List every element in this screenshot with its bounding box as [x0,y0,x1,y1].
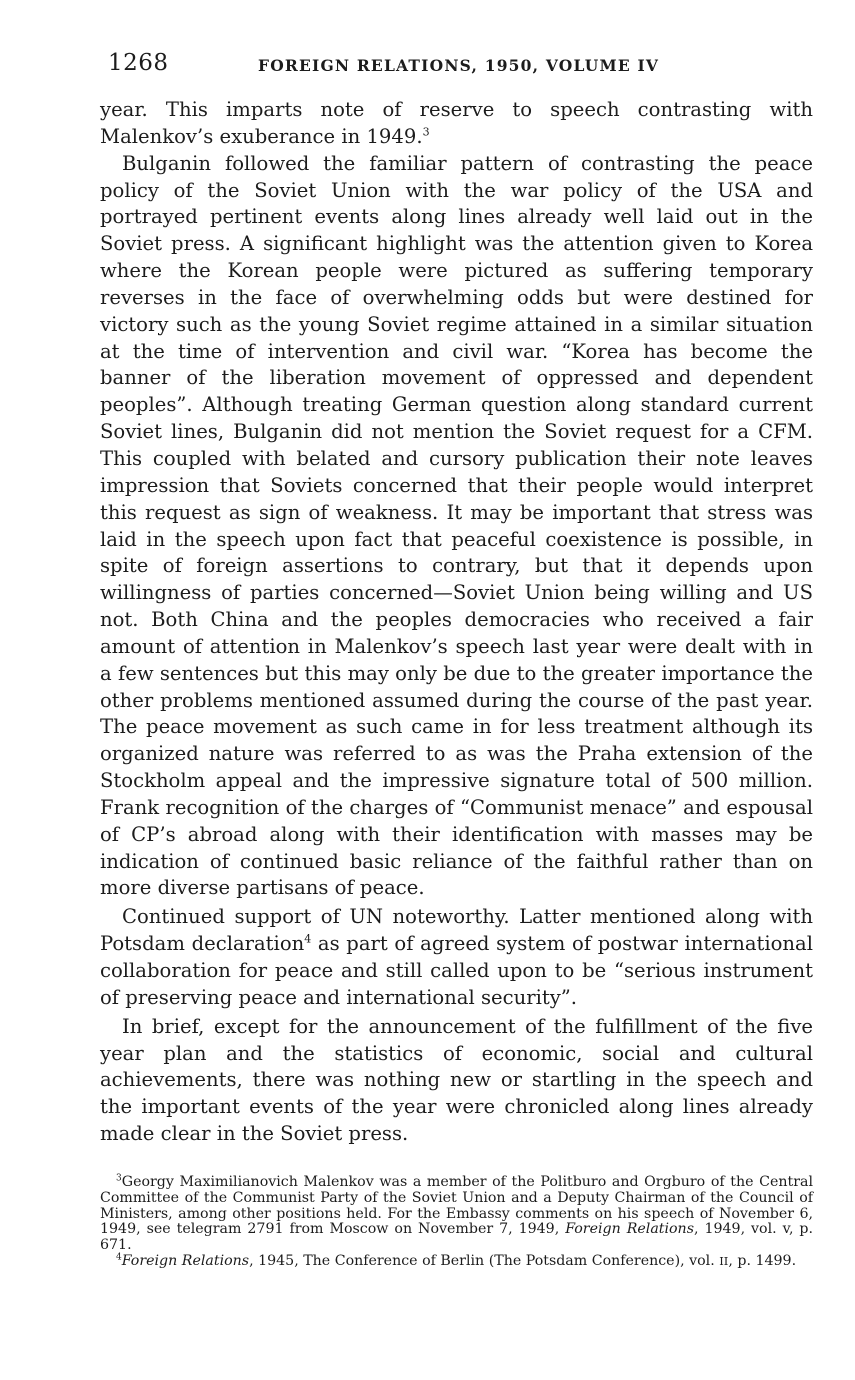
footnote-3-number: 3 [116,1173,122,1184]
footnote-4-text-b: , p. 1499. [728,1252,797,1269]
footnotes [100,1175,813,1270]
paragraph-3-text-b: as part of agreed system of postwar international collaboration for peace and still called upon to be “serious instrument of preserving peace and international security”. [100,932,813,1009]
footnote-3-text-b: , 1949, vol. v, p. 671. [100,1221,814,1254]
paragraph-2-text: Bulganin followed the familiar pattern of contrasting the peace policy of the Soviet Union with the war policy of the USA and portrayed pertinent events along lines already well laid out in the Soviet press. A significant highlight was the attention given to Korea where the Korean people were pictured as suffering temporary reverses in the face of overwhelming odds but were destined for victory such as the young Soviet regime attained in a similar situation at the time of intervention and civil war. “Korea has become the banner of the liberation movement of oppressed and dependent peoples”. Although treating German question along standard current Soviet lines, Bulganin did not mention the Soviet request for a CFM. This coupled with belated and cursory publication their note leaves impression that Soviets concerned that their people would interpret this request as sign of weakness. It may be important that stress was laid in the speech upon fact that peaceful coexistence is possible, in spite of foreign assertions to contrary, but that it depends upon willingness of parties concerned—Soviet Union being willing and US not. Both China and the peoples democracies who received a fair amount of attention in Malenkov’s speech last year were dealt with in a few sentences but this may only be due to the greater importance the other problems mentioned assumed during the course of the past year. The peace movement as such came in for less treatment although its organized nature was referred to as was the Praha extension of the Stockholm appeal and the impressive signature total of 500 million. Frank recognition of the charges of “Communist menace” and espousal of CP’s abroad along with their identification with masses may be indication of continued basic reliance of the faithful rather than on more diverse partisans of peace. [100,151,813,900]
paragraph-4 [100,1014,813,1148]
paragraph-4-text: In brief, except for the announcement of the fulfillment of the five year plan and the statistics of economic, social and cultural achievements, there was nothing new or startling in the speech and the important events of the year were chronicled along lines already made clear in the Soviet press. [100,1014,813,1146]
main-text [100,97,813,1148]
footnote-3-title: Foreign Relations [565,1221,694,1238]
page-number: 1268 [108,50,169,76]
footnote-4-title: Foreign Relations [121,1252,250,1269]
footnote-3-text-a: Georgy Maximilianovich Malenkov was a member of the Politburo and Orgburo of the Central Committee of the Communist Party of the Soviet Union and a Deputy Chairman of the Council of Ministers, among other positions held. For the Embassy comments on his speech of November 6, 1949, see telegram 2791 from Moscow on November 7, 1949, [100,1174,813,1238]
page-header [108,50,768,84]
footnote-ref-3[interactable]: 3 [422,125,430,139]
footnote-4-number: 4 [116,1252,122,1263]
paragraph-1 [100,97,813,151]
paragraph-3 [100,904,813,1011]
footnote-4 [100,1254,813,1270]
footnote-4-volume: II [719,1253,729,1268]
footnote-ref-4[interactable]: 4 [304,932,312,946]
paragraph-1-text: year. This imparts note of reserve to speech contrasting with Malenkov’s exuberance in 1949. [100,98,813,148]
paragraph-2 [100,151,813,903]
running-head: FOREIGN RELATIONS, 1950, VOLUME IV [258,56,660,75]
footnote-3 [100,1175,813,1254]
paragraph-3-text-a: Continued support of UN noteworthy. Latter mentioned along with Potsdam declaration [100,905,813,956]
footnote-4-text-a: , 1945, The Conference of Berlin (The Potsdam Conference), vol. [249,1252,720,1269]
